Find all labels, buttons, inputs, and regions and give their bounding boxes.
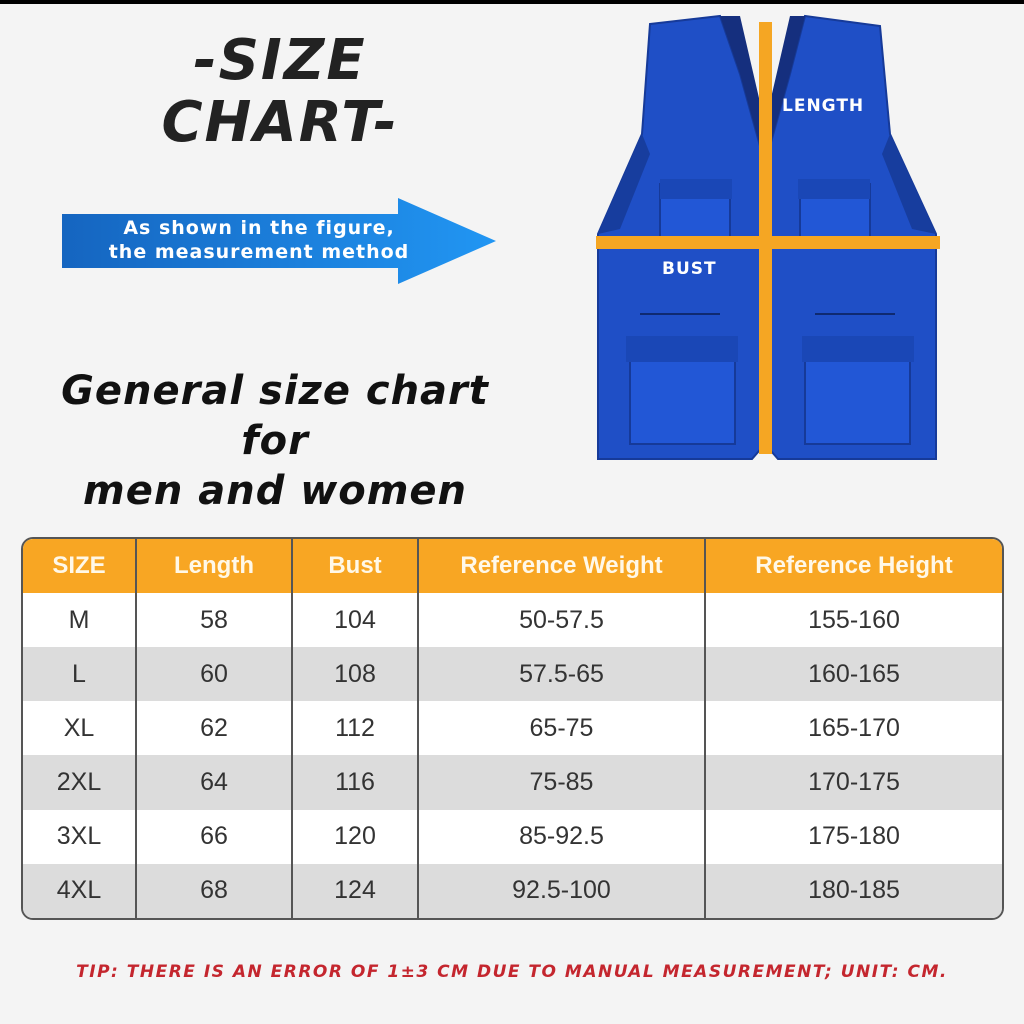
size-table-grid — [23, 539, 1002, 918]
cell-height: 155-160 — [705, 593, 1002, 647]
header-size: SIZE — [23, 539, 136, 593]
cell-height: 170-175 — [705, 755, 1002, 809]
cell-bust: 116 — [292, 755, 418, 809]
cell-length: 64 — [136, 755, 292, 809]
cell-length: 60 — [136, 647, 292, 701]
table-header-row — [23, 539, 1002, 593]
cell-weight: 85-92.5 — [418, 810, 705, 864]
cell-size: 2XL — [23, 755, 136, 809]
top-border — [0, 0, 1024, 4]
header-length: Length — [136, 539, 292, 593]
header-bust: Bust — [292, 539, 418, 593]
header-reference-weight: Reference Weight — [418, 539, 705, 593]
subtitle-line2: men and women — [83, 468, 467, 514]
cell-length: 62 — [136, 701, 292, 755]
cell-length: 58 — [136, 593, 292, 647]
table-row — [23, 810, 1002, 864]
vest-illustration — [590, 14, 950, 469]
cell-bust: 112 — [292, 701, 418, 755]
cell-height: 175-180 — [705, 810, 1002, 864]
cell-weight: 50-57.5 — [418, 593, 705, 647]
bust-line — [596, 236, 940, 249]
page-title: -SIZE CHART- — [161, 28, 399, 155]
header-reference-height: Reference Height — [705, 539, 1002, 593]
cell-weight: 65-75 — [418, 701, 705, 755]
cell-height: 160-165 — [705, 647, 1002, 701]
cell-size: 4XL — [23, 864, 136, 918]
cell-bust: 104 — [292, 593, 418, 647]
cell-length: 68 — [136, 864, 292, 918]
table-row — [23, 755, 1002, 809]
table-row — [23, 593, 1002, 647]
subtitle — [30, 366, 520, 516]
measurement-tip: TIP: THERE IS AN ERROR OF 1±3 CM DUE TO MANUAL MEASUREMENT; UNIT: CM. — [76, 962, 948, 982]
cell-size: 3XL — [23, 810, 136, 864]
table-row — [23, 701, 1002, 755]
cell-weight: 92.5-100 — [418, 864, 705, 918]
vest-image — [590, 14, 950, 464]
cell-bust: 124 — [292, 864, 418, 918]
table-row — [23, 647, 1002, 701]
cell-length: 66 — [136, 810, 292, 864]
cell-weight: 57.5-65 — [418, 647, 705, 701]
arrow-caption-line2: the measurement method — [108, 241, 410, 263]
arrow-caption — [84, 216, 434, 264]
subtitle-line1: General size chart for — [61, 368, 489, 464]
bust-label: BUST — [662, 259, 717, 279]
arrow-caption-line1: As shown in the figure, — [123, 217, 395, 239]
cell-bust: 108 — [292, 647, 418, 701]
cell-weight: 75-85 — [418, 755, 705, 809]
size-table — [21, 537, 1004, 920]
cell-size: L — [23, 647, 136, 701]
cell-size: XL — [23, 701, 136, 755]
length-label: LENGTH — [782, 96, 865, 116]
measurement-arrow — [62, 198, 496, 284]
cell-size: M — [23, 593, 136, 647]
table-row — [23, 864, 1002, 918]
cell-height: 180-185 — [705, 864, 1002, 918]
cell-bust: 120 — [292, 810, 418, 864]
cell-height: 165-170 — [705, 701, 1002, 755]
